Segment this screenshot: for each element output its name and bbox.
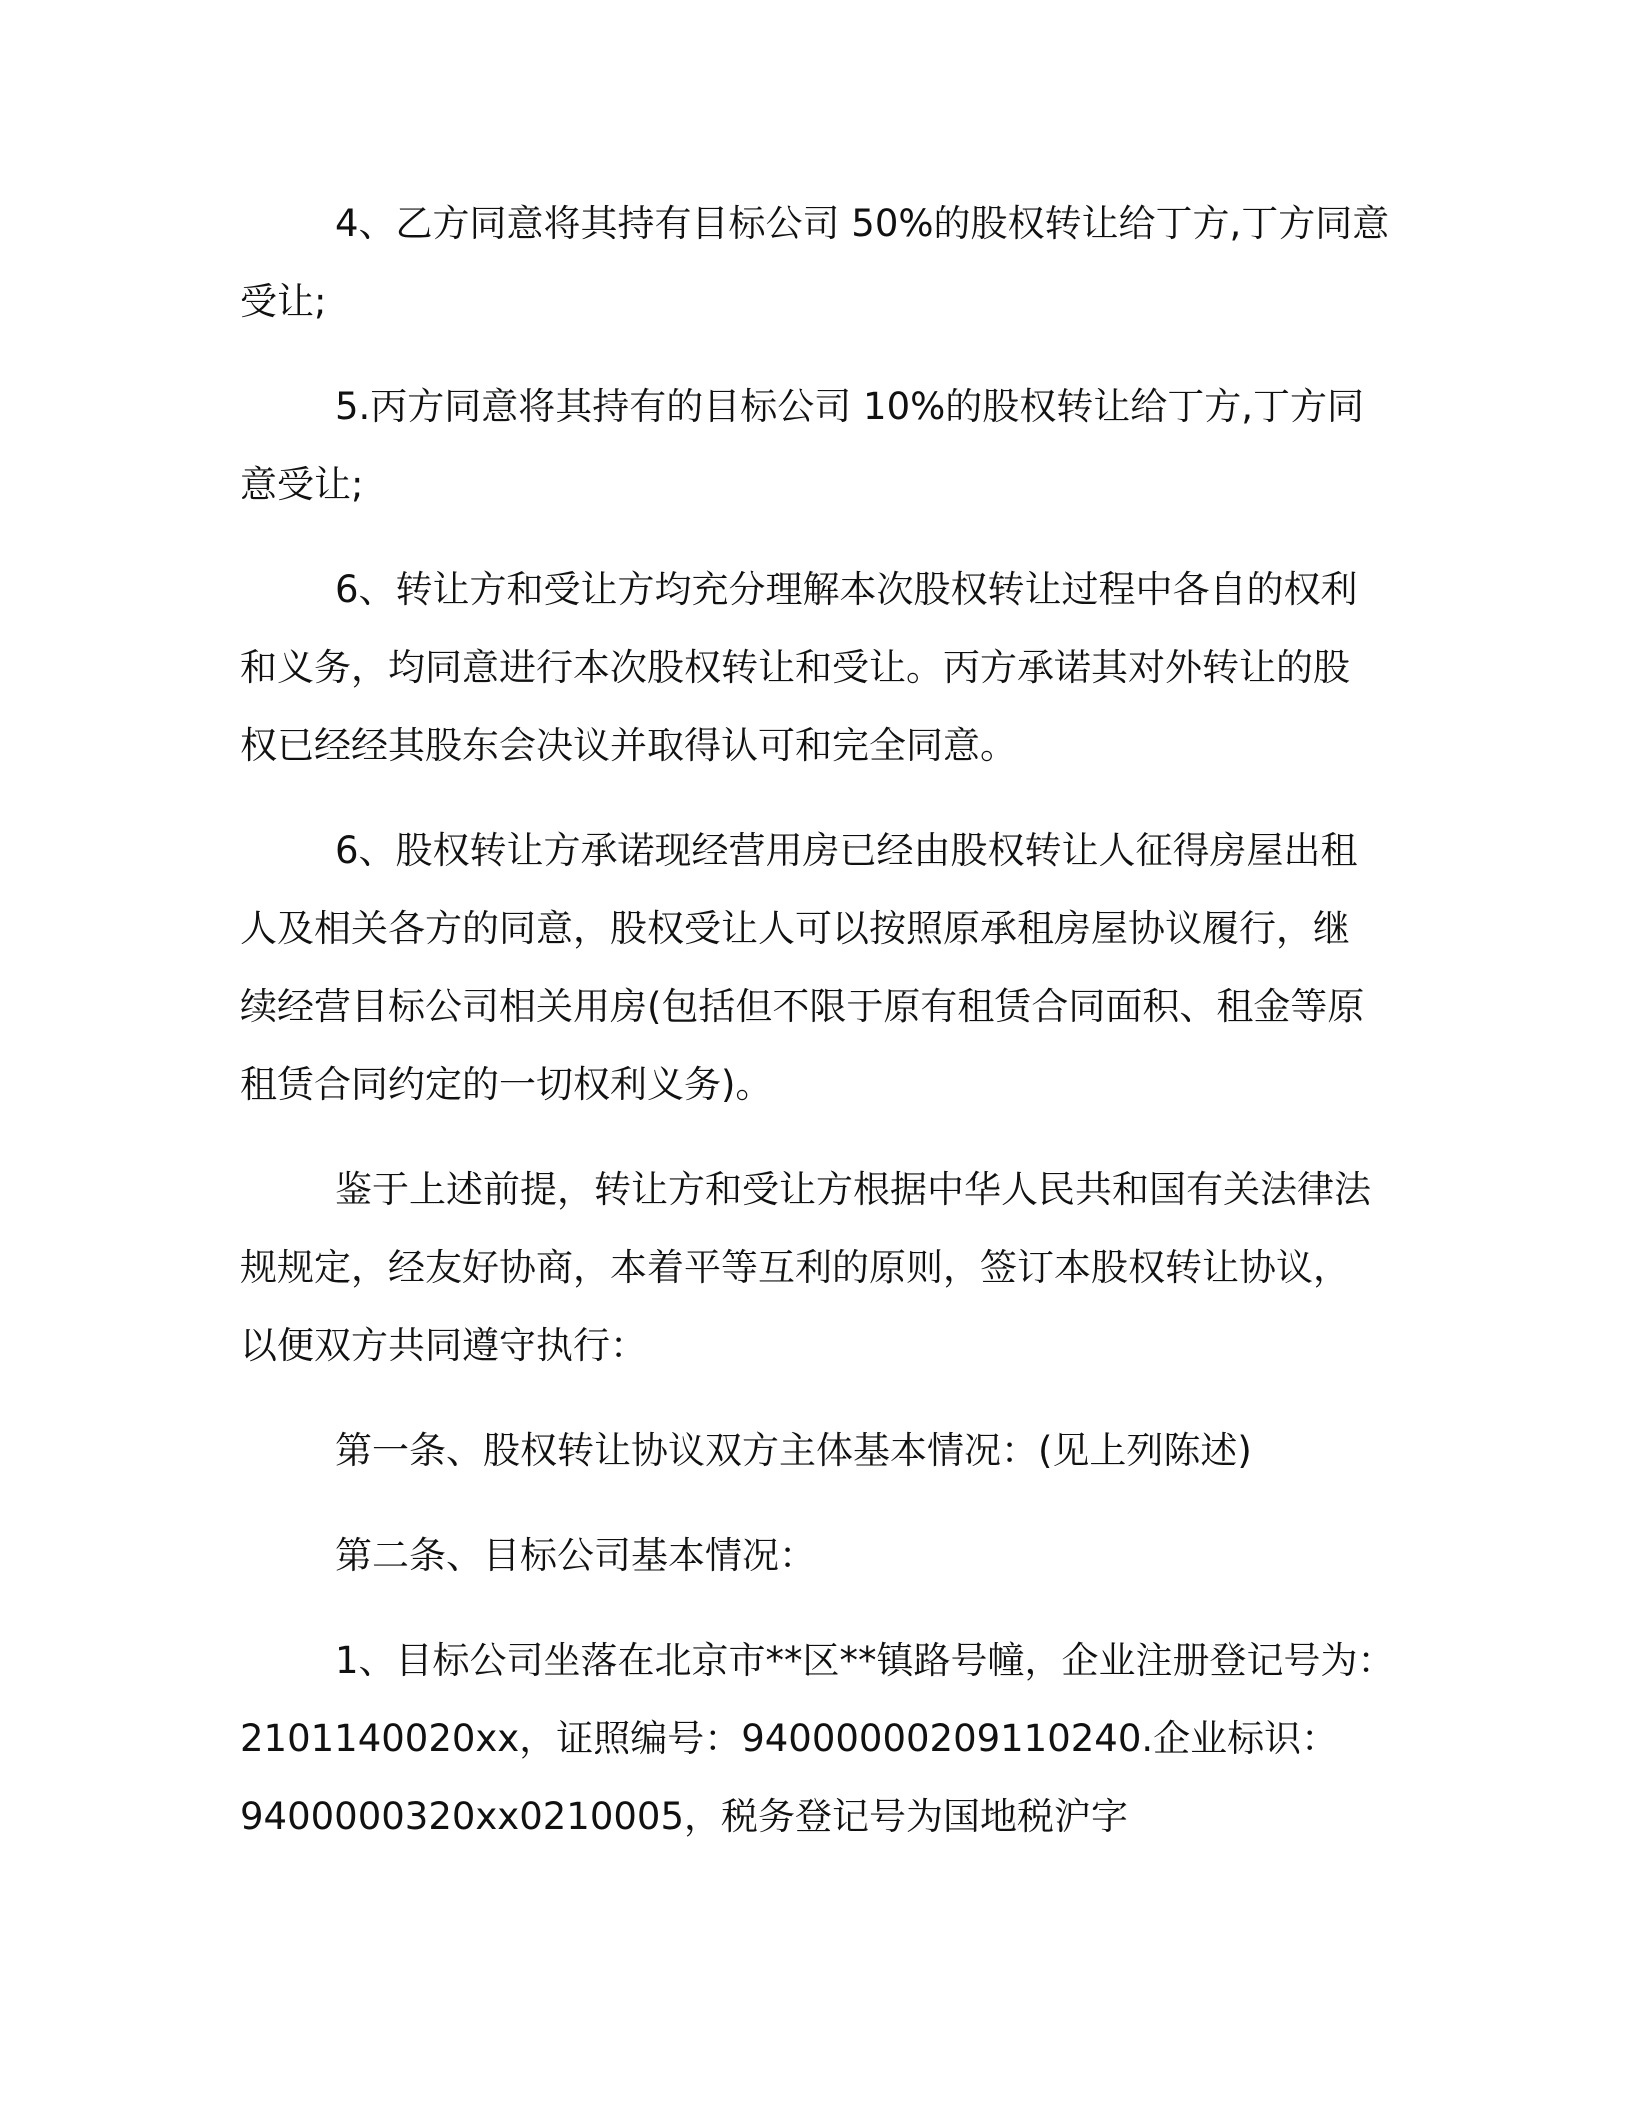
premise-line-2: 规规定，经友好协商，本着平等互利的原则，签订本股权转让协议， [240, 1246, 1350, 1289]
clause-6-premises-line-3: 续经营目标公司相关用房(包括但不限于原有租赁合同面积、租金等原 [240, 985, 1365, 1028]
clause-6-premises-line-1: 6、股权转让方承诺现经营用房已经由股权转让人征得房屋出租 [335, 829, 1358, 872]
article-1-line-1: 第一条、股权转让协议双方主体基本情况：(见上列陈述) [335, 1429, 1252, 1472]
clause-6-rights-paragraph [240, 551, 1390, 785]
article-1-heading [240, 1412, 1390, 1490]
article-2-heading [240, 1517, 1390, 1595]
clause-6-premises-line-2: 人及相关各方的同意，股权受让人可以按照原承租房屋协议履行，继 [240, 907, 1350, 950]
clause-6-rights-line-2: 和义务，均同意进行本次股权转让和受让。丙方承诺其对外转让的股 [240, 646, 1350, 689]
article-2-item-1-line-3: 9400000320xx0210005，税务登记号为国地税沪字 [240, 1795, 1128, 1838]
article-2-item-1-line-2: 2101140020xx，证照编号：94000000209110240.企业标识： [240, 1717, 1339, 1760]
clause-5-line-2: 意受让; [240, 463, 364, 506]
clause-4-line-1: 4、乙方同意将其持有目标公司 50%的股权转让给丁方,丁方同意 [335, 202, 1390, 245]
clause-4-paragraph [240, 185, 1390, 341]
article-2-line-1: 第二条、目标公司基本情况： [335, 1534, 816, 1577]
clause-6-premises-line-4: 租赁合同约定的一切权利义务)。 [240, 1063, 773, 1106]
premise-paragraph [240, 1151, 1390, 1385]
clause-4-line-2: 受让; [240, 280, 327, 323]
clause-5-paragraph [240, 368, 1390, 524]
article-2-item-1-paragraph [240, 1622, 1395, 1856]
clause-5-line-1: 5.丙方同意将其持有的目标公司 10%的股权转让给丁方,丁方同 [335, 385, 1365, 428]
premise-line-1: 鉴于上述前提，转让方和受让方根据中华人民共和国有关法律法 [335, 1168, 1371, 1211]
clause-6-rights-line-3: 权已经经其股东会决议并取得认可和完全同意。 [240, 724, 1017, 767]
clause-6-premises-paragraph [240, 812, 1390, 1124]
clause-6-rights-line-1: 6、转让方和受让方均充分理解本次股权转让过程中各自的权利 [335, 568, 1358, 611]
document-body [240, 185, 1395, 1883]
article-2-item-1-line-1: 1、目标公司坐落在北京市**区**镇路号幢，企业注册登记号为： [335, 1639, 1395, 1682]
premise-line-3: 以便双方共同遵守执行： [240, 1324, 647, 1367]
